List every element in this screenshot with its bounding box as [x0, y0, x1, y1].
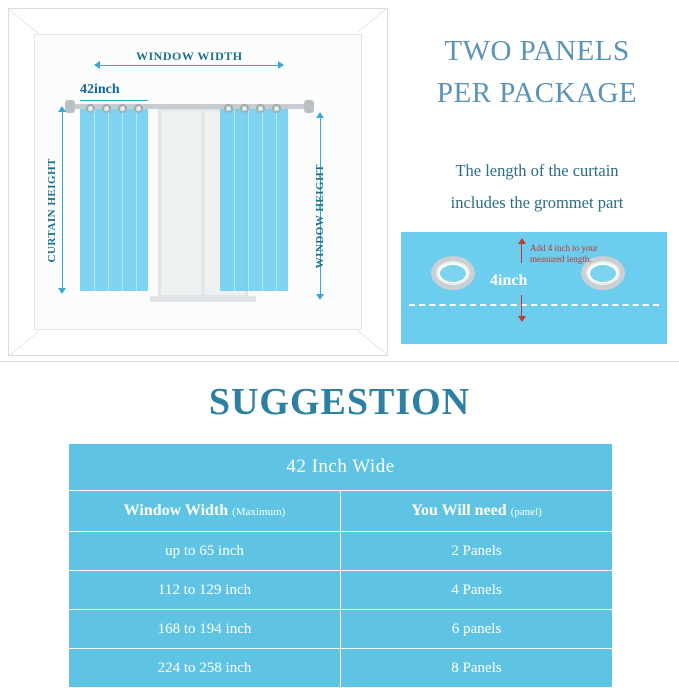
window-mullion: [202, 111, 205, 295]
subheadline: [398, 155, 676, 219]
arrow-up-icon: [58, 106, 66, 112]
curtain-height-label: CURTAIN HEIGHT: [46, 158, 58, 263]
table-row: [69, 571, 613, 610]
grommet-note-line-2: measured length.: [530, 254, 592, 264]
arrow-down-icon: [521, 295, 522, 317]
table-cell-panels: 8 Panels: [341, 649, 613, 688]
curtain-panel-left: [80, 109, 148, 291]
grommet-icon: [224, 104, 233, 113]
curtain-height-measure-line: [62, 112, 63, 288]
table-cell-panels: 2 Panels: [341, 532, 613, 571]
headline-line-2: PER PACKAGE: [436, 77, 638, 109]
grommet-icon: [431, 256, 475, 290]
table-column-header-panels: [341, 491, 613, 532]
table-row: [69, 610, 613, 649]
page-title: SUGGESTION: [208, 381, 471, 423]
grommet-icon: [118, 104, 127, 113]
grommet-icon: [240, 104, 249, 113]
table-cell-width: 112 to 129 inch: [69, 571, 341, 610]
room-illustration: [8, 8, 388, 356]
column-header-panels-label: You Will need: [411, 502, 507, 519]
curtain-rod-cap-left: [65, 100, 75, 113]
window-width-label: WINDOW WIDTH: [132, 49, 247, 64]
column-header-width-label: Window Width: [123, 502, 229, 519]
table-header-span: 42 Inch Wide: [69, 444, 613, 491]
table-row: [69, 444, 613, 491]
headline-line-1: TWO PANELS: [444, 35, 630, 67]
column-header-panels-sub: (panel): [510, 506, 542, 518]
arrow-down-icon: [58, 288, 66, 294]
panel-width-measure-line: [80, 100, 148, 101]
grommet-note: [530, 243, 642, 265]
headline: [398, 30, 676, 114]
window-sill: [150, 296, 256, 302]
window-width-measure-line: [100, 65, 278, 66]
table-cell-panels: 4 Panels: [341, 571, 613, 610]
grommet-note-line-1: Add 4 inch to your: [530, 243, 598, 253]
table-cell-width: 224 to 258 inch: [69, 649, 341, 688]
column-header-width-sub: (Maximum): [232, 506, 286, 518]
curtain-rod-cap-right: [304, 100, 314, 113]
subheadline-line-2: includes the grommet part: [450, 193, 624, 212]
table-cell-width: up to 65 inch: [69, 532, 341, 571]
window-height-label: WINDOW HEIGHT: [314, 164, 326, 269]
grommet-hole: [590, 265, 616, 282]
table-cell-width: 168 to 194 inch: [69, 610, 341, 649]
table-row: [69, 532, 613, 571]
arrow-right-icon: [278, 61, 284, 69]
table-cell-panels: 6 panels: [341, 610, 613, 649]
subheadline-line-1: The length of the curtain: [455, 161, 619, 180]
grommet-icon: [102, 104, 111, 113]
measure-dashed-line: [409, 304, 659, 306]
grommet-icon: [272, 104, 281, 113]
grommet-icon: [256, 104, 265, 113]
table-row: [69, 491, 613, 532]
suggestion-table: [68, 443, 613, 688]
arrow-up-icon: [521, 243, 522, 263]
grommet-measure-label: 4inch: [490, 272, 528, 289]
table-column-header-width: [69, 491, 341, 532]
arrow-down-icon: [316, 294, 324, 300]
arrow-left-icon: [94, 61, 100, 69]
grommet-icon: [86, 104, 95, 113]
table-row: [69, 649, 613, 688]
panel-width-label: 42inch: [80, 82, 120, 97]
arrow-up-icon: [316, 112, 324, 118]
curtain-panel-right: [220, 109, 288, 291]
grommet-hole: [440, 265, 466, 282]
grommet-icon: [134, 104, 143, 113]
section-divider: [0, 361, 679, 362]
